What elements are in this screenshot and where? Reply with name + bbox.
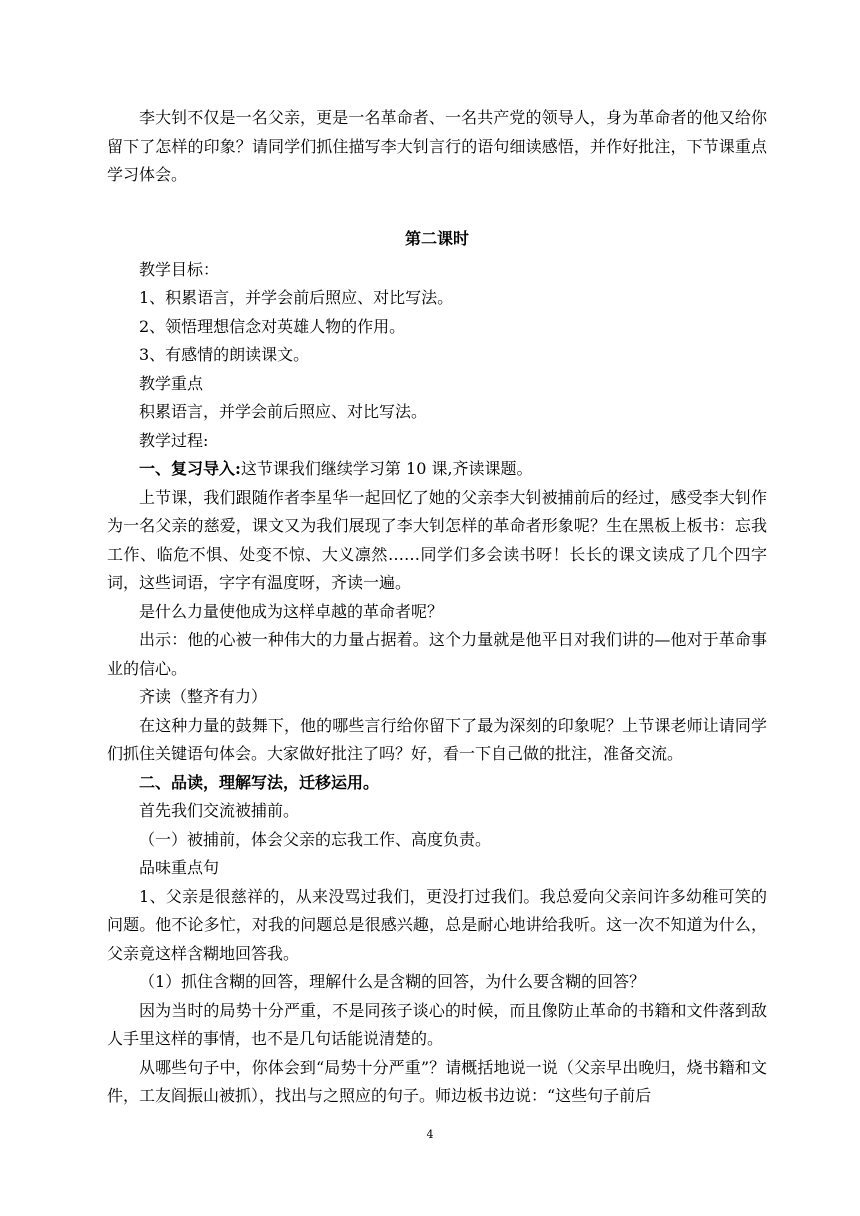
page-number: 4 bbox=[426, 1128, 434, 1141]
paragraph-text: （1）抓住含糊的回答，理解什么是含糊的回答，为什么要含糊的回答？ bbox=[139, 972, 646, 991]
body-paragraph bbox=[107, 313, 767, 342]
paragraph-text: 1、积累语言，并学会前后照应、对比写法。 bbox=[139, 288, 454, 307]
paragraph-text: 从哪些句子中，你体会到“局势十分严重”？请概括地说一说（父亲早出晚归，烧书籍和文件，工友阎振山被抓），找出与之照应的句子。师边板书边说：“这些句子前后 bbox=[107, 1057, 767, 1105]
body-paragraph bbox=[107, 683, 767, 712]
paragraph-text: 3、有感情的朗读课文。 bbox=[139, 345, 310, 364]
body-paragraph bbox=[107, 769, 767, 798]
paragraph-text: 因为当时的局势十分严重，不是同孩子谈心的时候，而且像防止革命的书籍和文件落到敌人手里这样的事情，也不是几句话能说清楚的。 bbox=[107, 1000, 767, 1048]
body-paragraph bbox=[107, 797, 767, 826]
section-heading: 二、品读，理解写法，迁移运用。 bbox=[139, 772, 380, 792]
body-paragraph bbox=[107, 826, 767, 855]
body-paragraph bbox=[107, 968, 767, 997]
body-paragraph bbox=[107, 712, 767, 769]
section-heading: 一、复习导入: bbox=[139, 459, 241, 478]
body-paragraph bbox=[107, 598, 767, 627]
paragraph-text: 积累语言，并学会前后照应、对比写法。 bbox=[139, 402, 428, 421]
paragraph-text: 上节课，我们跟随作者李星华一起回忆了她的父亲李大钊被捕前后的经过，感受李大钊作为一名父亲的慈爱，课文又为我们展现了李大钊怎样的革命者形象呢？生在黑板上板书：忘我工作、临危不惧、处变不惊、大义凛然……同学们多会读书呀！长长的课文读成了几个四字词，这些词语，字字有温度呀，齐读一遍。 bbox=[107, 487, 767, 592]
paragraph-text: 教学过程: bbox=[139, 430, 209, 450]
paragraph-text: 这节课我们继续学习第 10 课,齐读课题。 bbox=[240, 459, 533, 478]
paragraph-text: 2、领悟理想信念对英雄人物的作用。 bbox=[139, 316, 406, 336]
body-paragraph bbox=[107, 341, 767, 370]
page-content bbox=[107, 104, 767, 1111]
body-paragraph bbox=[107, 284, 767, 313]
paragraph-text: 首先我们交流被捕前。 bbox=[139, 801, 300, 820]
paragraph-text: 齐读（整齐有力） bbox=[139, 687, 268, 706]
paragraph-text: 在这种力量的鼓舞下，他的哪些言行给你留下了最为深刻的印象呢？上节课老师让请同学们抓住关键语句体会。大家做好批注了吗？好，看一下自己做的批注，准备交流。 bbox=[107, 715, 767, 763]
paragraph-text: 是什么力量使他成为这样卓越的革命者呢？ bbox=[139, 601, 444, 621]
lesson-title: 第二课时 bbox=[404, 228, 469, 248]
body-paragraph bbox=[107, 626, 767, 683]
paragraph-text: 1、父亲是很慈祥的，从来没骂过我们，更没打过我们。我总爱向父亲问许多幼稚可笑的问题。他不论多忙，对我的问题总是很感兴趣，总是耐心地讲给我听。这一次不知道为什么，父亲竟这样含糊地回答我。 bbox=[107, 886, 767, 963]
body-paragraph bbox=[107, 997, 767, 1054]
paragraph-text: 出示：他的心被一种伟大的力量占据着。这个力量就是他平日对我们讲的—他对于革命事业的信心。 bbox=[107, 630, 767, 678]
body-paragraph bbox=[107, 398, 767, 427]
paragraph-list bbox=[107, 256, 767, 1111]
body-paragraph bbox=[107, 883, 767, 969]
paragraph-text: 教学目标： bbox=[139, 259, 220, 279]
body-paragraph bbox=[107, 370, 767, 399]
intro-paragraph: 李大钊不仅是一名父亲，更是一名革命者、一名共产党的领导人，身为革命者的他又给你留下了怎样的印象？请同学们抓住描写李大钊言行的语句细读感悟，并作好批注，下节课重点学习体会。 bbox=[107, 108, 767, 184]
body-paragraph bbox=[107, 854, 767, 883]
paragraph-text: （一）被捕前，体会父亲的忘我工作、高度负责。 bbox=[139, 829, 492, 849]
body-paragraph bbox=[107, 455, 767, 484]
paragraph-text: 品味重点句 bbox=[139, 858, 220, 877]
body-paragraph bbox=[107, 1054, 767, 1111]
paragraph-text: 教学重点 bbox=[139, 373, 204, 393]
body-paragraph bbox=[107, 256, 767, 285]
body-paragraph bbox=[107, 427, 767, 456]
body-paragraph bbox=[107, 484, 767, 598]
